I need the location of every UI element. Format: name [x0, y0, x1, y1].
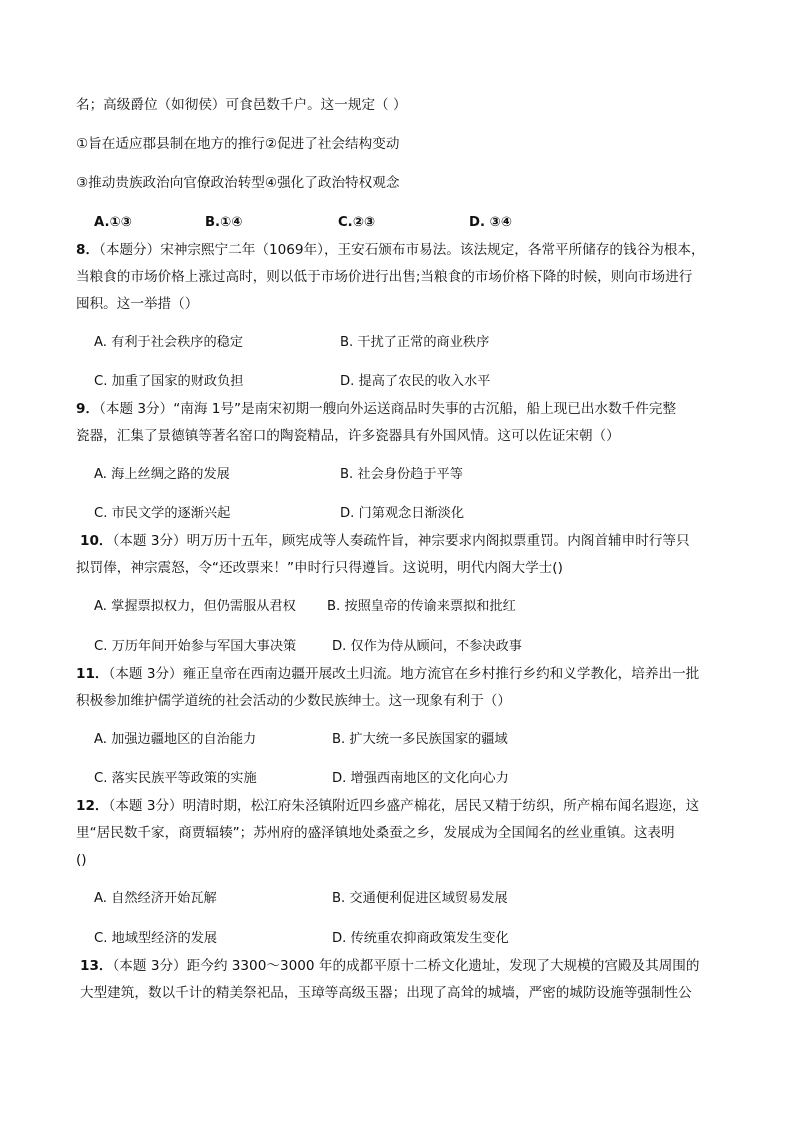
q11-text-1: 雍正皇帝在西南边疆开展改土归流。地方流官在乡村推行乡约和义学教化，培养出一批: [182, 666, 700, 682]
q9-text-1: “南海 1号”是南宋初期一艘向外运送商品时失事的古沉船，船上现已出水数千件完整: [173, 401, 677, 417]
q10-option-b[interactable]: B. 按照皇帝的传谕来票拟和批红: [327, 599, 516, 614]
q9-number: 9．: [76, 401, 100, 417]
q11-option-c[interactable]: C. 落实民族平等政策的实施: [94, 771, 257, 786]
q13-line-1: [80, 957, 700, 975]
q8-option-d[interactable]: D. 提高了农民的收入水平: [340, 374, 491, 389]
q9-option-c[interactable]: C. 市民文学的逐渐兴起: [94, 506, 231, 521]
q10-option-d[interactable]: D. 仅作为侍从顾问，不参决政事: [332, 639, 522, 654]
q10-option-c[interactable]: C. 万历年间开始参与军国大事决策: [94, 639, 297, 654]
q11-option-d[interactable]: D. 增强西南地区的文化向心力: [332, 771, 509, 786]
q12-option-a[interactable]: A. 自然经济开始瓦解: [94, 891, 217, 906]
q10-meta: （本题 3分）: [112, 533, 187, 549]
q11-line-2: 积极参加维护儒学道统的社会活动的少数民族绅士。这一现象有利于（）: [76, 693, 511, 709]
q10-text-1: 明万历十五年，顾宪成等人奏疏忤旨，神宗要求内阁拟票重罚。内阁首辅申时行等只: [186, 533, 690, 549]
q12-line-3: (): [76, 852, 87, 868]
q12-option-c[interactable]: C. 地域型经济的发展: [94, 931, 218, 946]
q7-item-2: ③推动贵族政治向官僚政治转型④强化了政治特权观念: [76, 175, 400, 191]
q9-option-b[interactable]: B. 社会身份趋于平等: [340, 467, 463, 482]
q8-line-3: 囤积。这一举措（）: [76, 296, 199, 312]
q9-line-2: 瓷器，汇集了景德镇等著名窑口的陶瓷精品，许多瓷器具有外国风情。这可以佐证宋朝（）: [76, 428, 620, 444]
q12-text-1: 明清时期，松江府朱泾镇附近四乡盛产棉花，居民又精于纺织，所产棉布闻名遐迩，这: [182, 798, 700, 814]
q13-meta: （本题 3分）: [112, 958, 187, 974]
q7-tail: 名；高级爵位（如彻侯）可食邑数千户。这一规定（ ）: [76, 97, 407, 113]
q13-number: 13．: [80, 958, 113, 974]
q7-option-d[interactable]: D. ③④: [469, 215, 512, 230]
q12-line-1: [76, 797, 699, 815]
q12-option-d[interactable]: D. 传统重农抑商政策发生变化: [332, 931, 509, 946]
q11-meta: （本题 3分）: [108, 666, 183, 682]
q9-option-d[interactable]: D. 门第观念日渐淡化: [340, 506, 465, 521]
q12-meta: （本题 3分）: [108, 798, 183, 814]
q9-option-a[interactable]: A. 海上丝绸之路的发展: [94, 467, 230, 482]
q8-line-2: 当粮食的市场价格上涨过高时，则以低于市场价进行出售;当粮食的市场价格下降的时候，则向市场进行: [76, 269, 693, 285]
q13-line-2: 大型建筑，数以千计的精美祭祀品，玉璋等高级玉器；出现了高耸的城墙，严密的城防设施等强制性公: [80, 985, 692, 1001]
q7-option-a[interactable]: A.①③: [94, 215, 132, 230]
q9-line-1: [76, 400, 676, 418]
q12-option-b[interactable]: B. 交通便利促进区域贸易发展: [332, 891, 508, 906]
q12-number: 12．: [76, 798, 109, 814]
q10-line-1: [80, 532, 690, 550]
q8-text-1: 宋神宗熙宁二年（1069年），王安石颁布市易法。该法规定，各常平所储存的钱谷为根本，: [160, 242, 705, 258]
q10-number: 10．: [80, 533, 113, 549]
q11-option-a[interactable]: A. 加强边疆地区的自治能力: [94, 732, 257, 747]
q7-option-b[interactable]: B.①④: [205, 215, 243, 230]
q11-number: 11．: [76, 666, 109, 682]
q13-text-1: 距今约 3300～3000 年的成都平原十二桥文化遗址，发现了大规模的宫殿及其周围的: [186, 958, 700, 974]
q10-line-2: 拟罚俸，神宗震怒，令“还改票来！”申时行只得遵旨。这说明，明代内阁大学士(): [76, 560, 563, 576]
q10-option-a[interactable]: A. 掌握票拟权力，但仍需服从君权: [94, 599, 296, 614]
q7-item-1: ①旨在适应郡县制在地方的推行②促进了社会结构变动: [76, 136, 400, 152]
q11-line-1: [76, 665, 699, 683]
q12-line-2: 里“居民数千家，商贾辐辏”；苏州府的盛泽镇地处桑蚕之乡，发展成为全国闻名的丝业重镇。这表明: [76, 825, 675, 841]
q8-number: 8．: [76, 242, 100, 258]
q8-line-1: [76, 241, 705, 259]
q9-meta: （本题 3分）: [99, 401, 174, 417]
q8-option-c[interactable]: C. 加重了国家的财政负担: [94, 374, 244, 389]
q8-option-b[interactable]: B. 干扰了正常的商业秩序: [340, 335, 490, 350]
q8-meta: （本题分）: [99, 242, 161, 258]
q8-option-a[interactable]: A. 有利于社会秩序的稳定: [94, 335, 244, 350]
q11-option-b[interactable]: B. 扩大统一多民族国家的疆域: [332, 732, 508, 747]
q7-option-c[interactable]: C.②③: [338, 215, 376, 230]
